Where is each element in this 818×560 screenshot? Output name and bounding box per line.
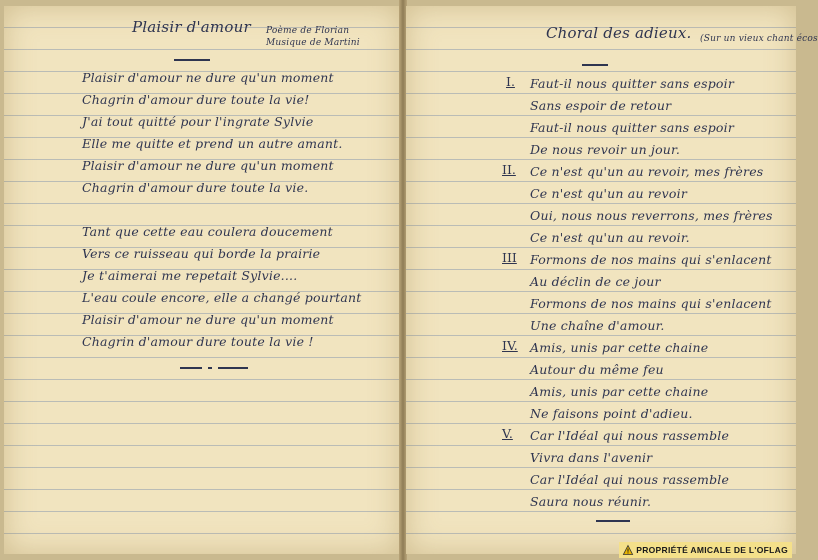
lyric-line: Tant que cette eau coulera doucement xyxy=(82,224,333,239)
lyric-line: Vivra dans l'avenir xyxy=(530,450,653,465)
lyric-line: Plaisir d'amour ne dure qu'un moment xyxy=(82,158,334,173)
lyric-line: Ce n'est qu'un au revoir. xyxy=(530,230,690,245)
lyric-line: L'eau coule encore, elle a changé pourtant xyxy=(82,290,362,305)
left-page xyxy=(4,6,400,554)
verse-number: IV. xyxy=(502,338,518,353)
lyric-line: Elle me quitte et prend un autre amant. xyxy=(82,136,343,151)
lyric-line: Oui, nous nous reverrons, mes frères xyxy=(530,208,773,223)
lyric-line: Car l'Idéal qui nous rassemble xyxy=(530,428,730,443)
lyric-line: Vers ce ruisseau qui borde la prairie xyxy=(82,246,321,261)
title-underline xyxy=(174,59,210,61)
lyric-line: Au déclin de ce jour xyxy=(530,274,661,289)
lyric-line: Formons de nos mains qui s'enlacent xyxy=(530,296,772,311)
end-dash xyxy=(218,367,248,369)
lyric-line: Chagrin d'amour dure toute la vie ! xyxy=(82,334,314,349)
end-dash xyxy=(180,367,202,369)
end-dot xyxy=(208,367,212,369)
badge-text: PROPRIÉTÉ AMICALE DE L'OFLAG xyxy=(636,545,788,555)
lyric-line: Chagrin d'amour dure toute la vie. xyxy=(82,180,309,195)
lyric-line: Sans espoir de retour xyxy=(530,98,672,113)
lyric-line: Faut-il nous quitter sans espoir xyxy=(530,76,735,91)
lyric-line: Je t'aimerai me repetait Sylvie.... xyxy=(82,268,298,283)
lyric-line: Chagrin d'amour dure toute la vie! xyxy=(82,92,310,107)
lyric-line: Saura nous réunir. xyxy=(530,494,652,509)
lyric-line: J'ai tout quitté pour l'ingrate Sylvie xyxy=(82,114,314,129)
warning-icon xyxy=(623,545,633,555)
lyric-line: Plaisir d'amour ne dure qu'un moment xyxy=(82,70,334,85)
right-page xyxy=(406,6,818,554)
lyric-line: Une chaîne d'amour. xyxy=(530,318,665,333)
lyric-line: Ne faisons point d'adieu. xyxy=(530,406,693,421)
ownership-badge xyxy=(619,542,792,558)
song-title-left: Plaisir d'amour xyxy=(132,18,251,36)
lyric-line: Amis, unis par cette chaine xyxy=(530,340,709,355)
credit-line-1: Poème de Florian xyxy=(266,26,350,36)
lyric-line: Plaisir d'amour ne dure qu'un moment xyxy=(82,312,334,327)
credit-line-2: Musique de Martini xyxy=(266,38,360,48)
end-dash xyxy=(596,520,630,522)
lyric-line: Faut-il nous quitter sans espoir xyxy=(530,120,735,135)
lyric-line: Formons de nos mains qui s'enlacent xyxy=(530,252,772,267)
song-title-right: Choral des adieux. xyxy=(546,24,692,42)
verse-number: V. xyxy=(502,426,513,441)
verse-number: III xyxy=(502,250,517,265)
lyric-line: Ce n'est qu'un au revoir xyxy=(530,186,688,201)
title-underline xyxy=(582,64,608,66)
lyric-line: Amis, unis par cette chaine xyxy=(530,384,709,399)
verse-number: II. xyxy=(502,162,516,177)
lyric-line: Car l'Idéal qui nous rassemble xyxy=(530,472,730,487)
lyric-line: Ce n'est qu'un au revoir, mes frères xyxy=(530,164,764,179)
lyric-line: Autour du même feu xyxy=(530,362,664,377)
song-subtitle: (Sur un vieux chant écos xyxy=(700,34,818,44)
lyric-line: De nous revoir un jour. xyxy=(530,142,681,157)
verse-number: I. xyxy=(506,74,515,89)
